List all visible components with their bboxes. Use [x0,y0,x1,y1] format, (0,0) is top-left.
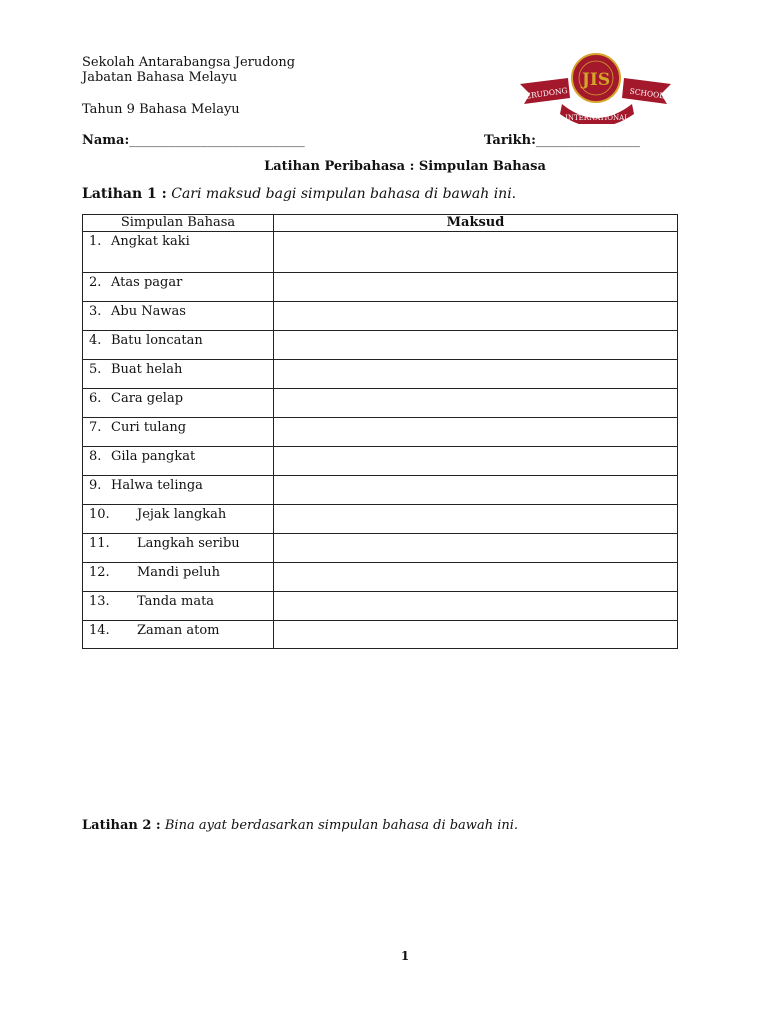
phrase-cell [83,447,274,476]
table-row [83,476,678,505]
maksud-answer-cell[interactable] [274,418,678,447]
phrase-cell [83,360,274,389]
table-row [83,360,678,389]
maksud-answer-cell[interactable] [274,389,678,418]
school-logo-emblem [518,48,673,124]
name-label: Nama: [82,133,130,148]
phrase-text: Gila pangkat [111,449,196,464]
date-blank: ________________ [535,133,640,148]
phrase-cell [83,534,274,563]
table-row [83,563,678,592]
name-blank: ___________________________ [129,133,305,148]
row-number: 1. [89,234,102,249]
exercise-1-heading [82,186,516,202]
worksheet-title: Latihan Peribahasa : Simpulan Bahasa [264,159,546,174]
phrase-text: Buat helah [111,362,183,377]
table-row [83,418,678,447]
phrase-text: Atas pagar [111,275,183,290]
logo-bottom-text: INTERNATIONAL [565,114,629,122]
logo-left-text: JERUDONG [522,85,569,102]
table-row [83,273,678,302]
table-row [83,447,678,476]
phrase-cell [83,592,274,621]
phrase-text: Cara gelap [111,391,184,406]
row-number: 3. [89,304,102,319]
header-simpulan-bahasa: Simpulan Bahasa [83,215,274,232]
header-maksud: Maksud [274,215,678,232]
table-row [83,232,678,273]
maksud-answer-cell[interactable] [274,476,678,505]
table-row [83,331,678,360]
table-header-row [83,215,678,232]
row-number: 7. [89,420,102,435]
logo-initials: JIS [581,70,611,90]
row-number: 6. [89,391,102,406]
exercise-1-instruction: Cari maksud bagi simpulan bahasa di bawah ini. [171,186,517,202]
table-row [83,505,678,534]
phrase-text: Curi tulang [111,420,187,435]
table-row [83,389,678,418]
table-row [83,621,678,649]
row-number: 8. [89,449,102,464]
maksud-answer-cell[interactable] [274,592,678,621]
phrase-text: Jejak langkah [137,507,227,522]
phrase-cell [83,232,274,273]
row-number: 11. [89,536,110,551]
department-name: Jabatan Bahasa Melayu [82,70,238,85]
phrase-cell [83,389,274,418]
maksud-answer-cell[interactable] [274,331,678,360]
phrase-text: Abu Nawas [111,304,186,319]
phrase-cell [83,302,274,331]
row-number: 13. [89,594,110,609]
date-label: Tarikh: [484,133,536,148]
phrase-text: Langkah seribu [137,536,240,551]
table-row [83,592,678,621]
maksud-answer-cell[interactable] [274,447,678,476]
maksud-answer-cell[interactable] [274,360,678,389]
phrase-text: Zaman atom [137,623,220,638]
name-line [82,133,305,149]
phrase-cell [83,563,274,592]
phrase-cell [83,505,274,534]
phrase-cell [83,418,274,447]
row-number: 2. [89,275,102,290]
exercise-2-label: Latihan 2 : [82,818,161,833]
maksud-answer-cell[interactable] [274,302,678,331]
row-number: 14. [89,623,110,638]
class-name: Tahun 9 Bahasa Melayu [82,102,240,117]
maksud-answer-cell[interactable] [274,621,678,649]
maksud-answer-cell[interactable] [274,505,678,534]
row-number: 10. [89,507,110,522]
maksud-answer-cell[interactable] [274,534,678,563]
phrase-text: Tanda mata [137,594,215,609]
date-line [484,133,640,149]
row-number: 9. [89,478,102,493]
phrase-cell [83,273,274,302]
maksud-answer-cell[interactable] [274,232,678,273]
page-number: 1 [400,949,410,963]
school-name: Sekolah Antarabangsa Jerudong [82,55,296,70]
row-number: 4. [89,333,102,348]
exercise-1-label: Latihan 1 : [82,186,167,202]
row-number: 12. [89,565,110,580]
phrase-cell [83,331,274,360]
table-row [83,302,678,331]
phrase-text: Halwa telinga [111,478,203,493]
phrase-text: Angkat kaki [111,234,190,249]
table-row [83,534,678,563]
phrase-cell [83,621,274,649]
phrase-text: Batu loncatan [111,333,203,348]
exercise-2-instruction: Bina ayat berdasarkan simpulan bahasa di bawah ini. [164,818,519,833]
exercise-2-heading [82,818,518,834]
maksud-answer-cell[interactable] [274,273,678,302]
maksud-answer-cell[interactable] [274,563,678,592]
phrase-text: Mandi peluh [137,565,220,580]
simpulan-bahasa-table [82,214,678,649]
logo-right-text: SCHOOL [629,86,665,101]
phrase-cell [83,476,274,505]
row-number: 5. [89,362,102,377]
